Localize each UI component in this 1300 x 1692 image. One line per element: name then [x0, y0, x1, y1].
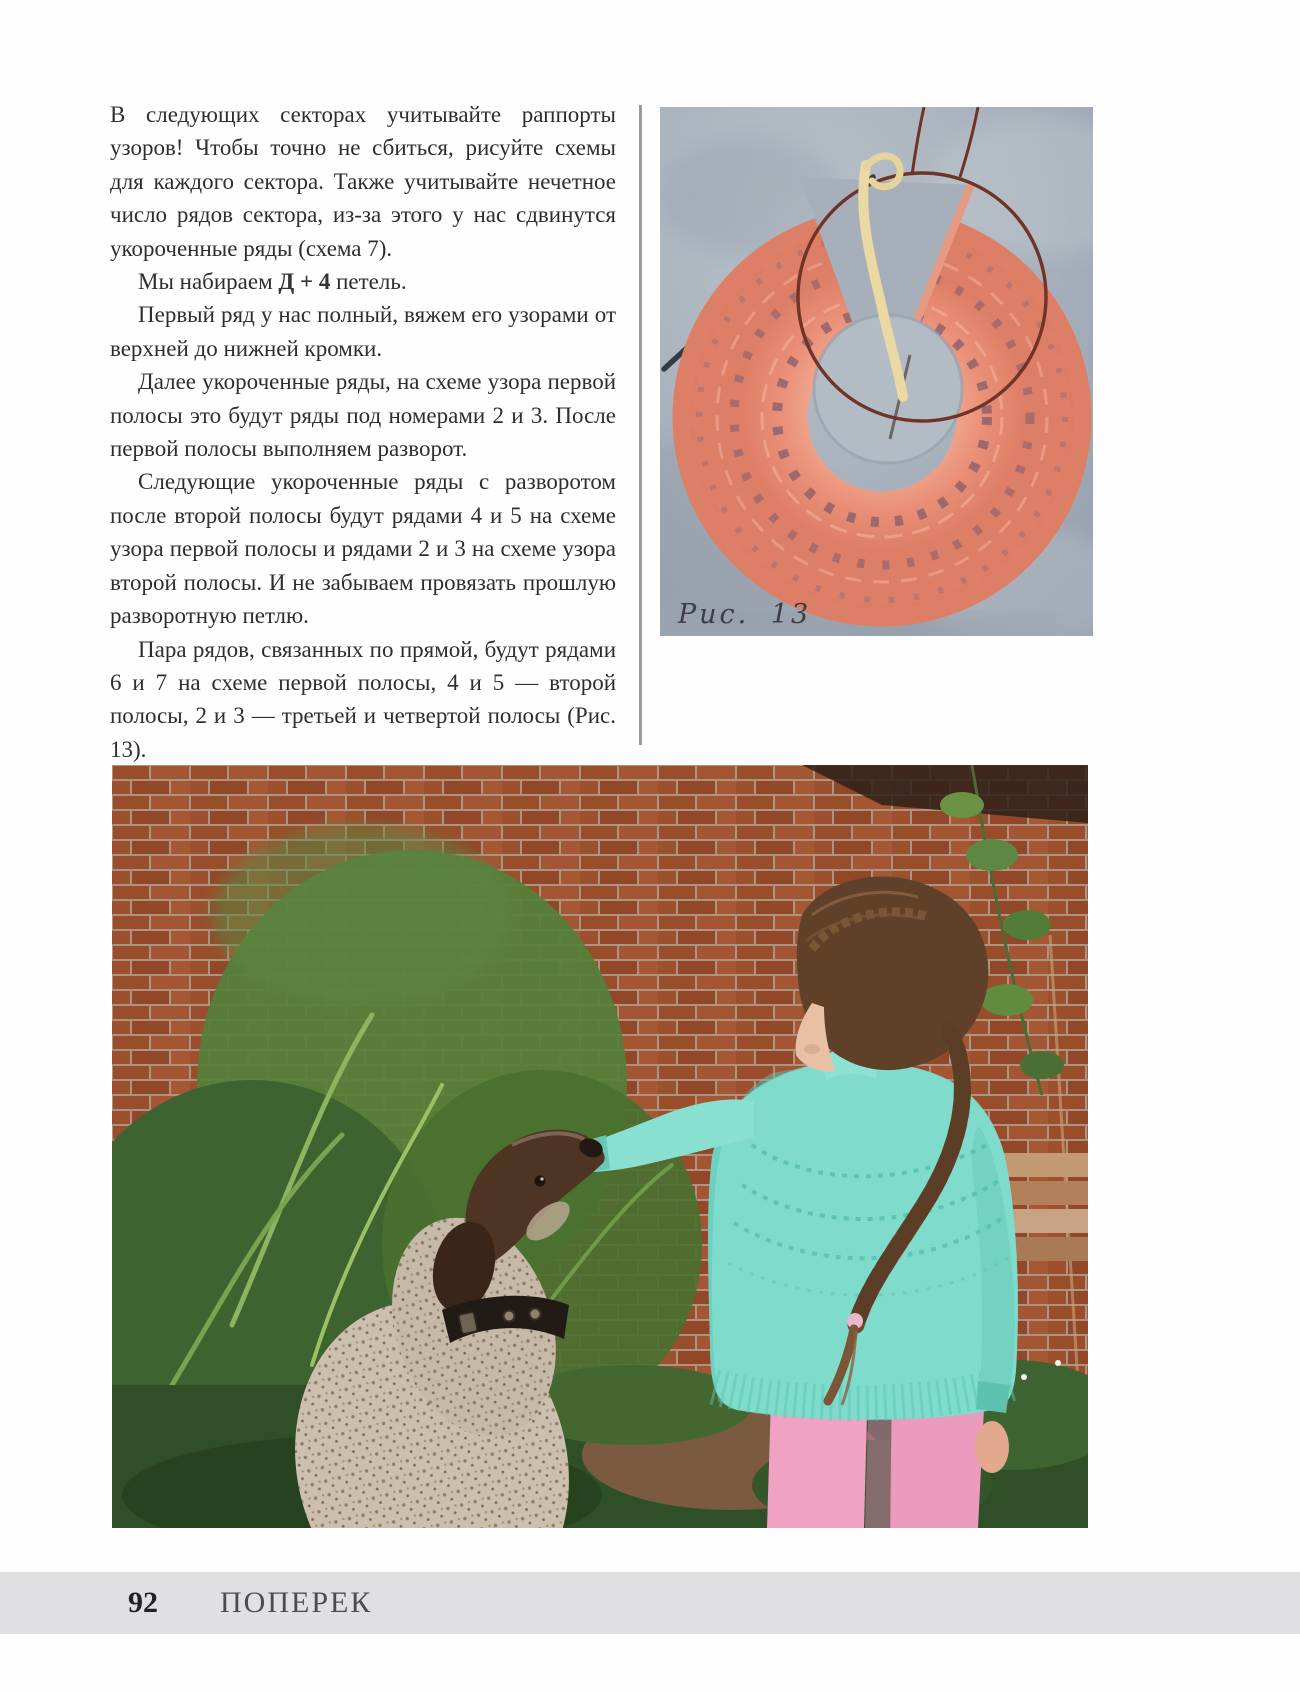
- figure-caption: Рис. 13: [678, 599, 812, 630]
- knitting-photo: [660, 107, 1093, 636]
- column-divider: [639, 105, 642, 745]
- hanging-cuff: [976, 1381, 1010, 1413]
- bold-formula: Д + 4: [278, 269, 331, 295]
- page-number: 92: [128, 1586, 158, 1619]
- collar-eyelet: [504, 1311, 515, 1322]
- photo-girl-with-dog: [112, 765, 1088, 1528]
- paragraph: В следующих секторах учитывайте раппорты узоров! Чтобы точно не сбиться, рисуйте схемы для каждого сектора. Также учитывайте нечетное число рядов сектора, из-за этого у нас сдвинутся укороченные ряды (схема 7).: [110, 102, 616, 261]
- figure-13-photo: [660, 107, 1093, 636]
- paragraph: Первый ряд у нас полный, вяжем его узорами от верхней до нижней кромки.: [110, 302, 616, 361]
- hanging-hand: [975, 1421, 1009, 1473]
- paragraph: Следующие укороченные ряды с разворотом после второй полосы будут рядами 4 и 5 на схеме узора первой полосы и рядами 2 и 3 на схеме узора второй полосы. И не забываем провязать прошлую разворотную петлю.: [110, 469, 616, 629]
- sweater-body: [708, 1065, 1018, 1420]
- paragraph-text: петель.: [330, 269, 407, 295]
- article-text: [110, 98, 616, 766]
- dog-eye: [535, 1176, 546, 1187]
- collar-eyelet: [530, 1309, 541, 1320]
- paragraph: Далее укороченные ряды, на схеме узора первой полосы это будут ряды под номерами 2 и 3. После первой полосы выполняем разворот.: [110, 369, 616, 462]
- girl-dog-photo: [112, 765, 1088, 1528]
- paragraph-text: Мы набираем: [138, 269, 279, 295]
- section-title: ПОПЕРЕК: [220, 1586, 373, 1619]
- collar-buckle: [458, 1312, 478, 1335]
- paragraph: [110, 265, 616, 298]
- paragraph: Пара рядов, связанных по прямой, будут рядами 6 и 7 на схеме первой полосы, 4 и 5 — второй полосы, 2 и 3 — третьей и четвертой полосы (Рис. 13).: [110, 636, 616, 762]
- page-footer: [0, 1572, 1300, 1634]
